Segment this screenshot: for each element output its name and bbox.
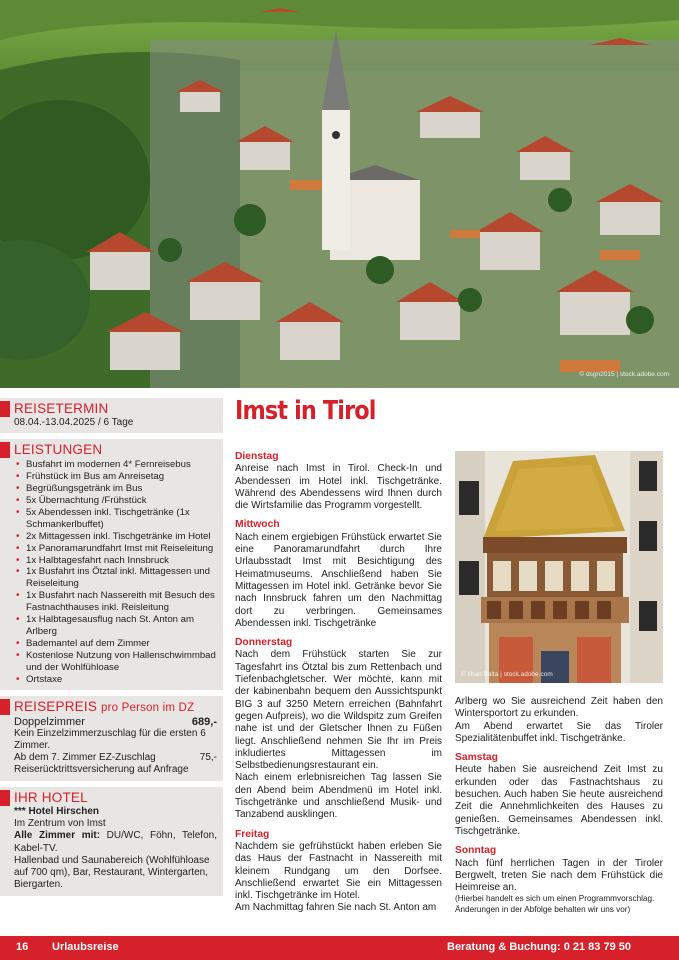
reisepreis-box xyxy=(0,696,223,781)
trip-info-sidebar xyxy=(0,398,223,902)
day-heading-mittwoch: Mittwoch xyxy=(235,519,280,531)
reisetermin-box xyxy=(0,398,223,433)
leistung-item: • Kostenlose Nutzung von Hallenschwimmbad und der Wohlfühloase xyxy=(14,650,217,674)
day-text-sonntag: Nach fünf herrlichen Tagen in der Tiroler Bergwelt, treten Sie nach dem Frühstück die Heimreise an. xyxy=(455,857,663,894)
dz-price: 689,- xyxy=(191,715,217,728)
hero-photo-credit: © dsgn2015 | stock.adobe.com xyxy=(579,371,669,378)
ez-price-row xyxy=(14,752,217,764)
dz-price-row xyxy=(14,716,217,728)
leistung-item: • 1x Halbtagesfahrt nach Innsbruck xyxy=(14,555,217,567)
day-heading-dienstag: Dienstag xyxy=(235,451,279,462)
leistung-item: • 5x Abendessen inkl. Tischgetränke (1x Schmankerlbuffet) xyxy=(14,507,217,531)
leistung-item: • 1x Busfahrt nach Nassereith mit Besuch des Fastnachthauses inkl. Reisleitung xyxy=(14,590,217,614)
golden-roof-illustration xyxy=(455,451,663,683)
leistung-item: • 1x Halbtagesausflug nach St. Anton am Arlberg xyxy=(14,614,217,638)
dz-label: Doppelzimmer xyxy=(14,715,85,728)
itinerary-column-left xyxy=(235,451,442,915)
leistung-item: • 2x Mittagessen inkl. Tischgetränke im Hotel xyxy=(14,531,217,543)
leistung-item: • Begrüßungsgetränk im Bus xyxy=(14,483,217,495)
reisepreis-heading-main: REISEPREIS xyxy=(14,698,98,714)
reisepreis-heading-sub: pro Person im DZ xyxy=(100,701,195,714)
hotel-location: Im Zentrum von Imst xyxy=(14,818,106,829)
footer-section: Urlaubsreise xyxy=(52,941,119,953)
leistung-item: • 5x Übernachtung /Frühstück xyxy=(14,495,217,507)
leistung-item: • 1x Busfahrt ins Ötztal inkl. Mittagessen und Reiseleitung xyxy=(14,566,217,590)
day-text-freitag-4: Am Abend erwartet Sie das Tiroler Spezialitätenbuffet inkl. Tischgetränke. xyxy=(455,720,663,744)
hotel-heading: IHR HOTEL xyxy=(14,789,88,805)
day-text-donnerstag-2: Nach einem erlebnisreichen Tag lassen Sie den Abend beim Abendmenü im Hotel inkl. Tischgetränke und anschließend Musik- und Tanzabend ausklingen. xyxy=(235,772,442,821)
reisetermin-heading: REISETERMIN xyxy=(14,401,109,416)
hero-photo-imst xyxy=(0,0,679,388)
day-heading-samstag: Samstag xyxy=(455,752,498,764)
day-text-donnerstag: Nach dem Frühstück starten Sie zur Tagesfahrt ins Ötztal bis zum Rettenbach und Tiefenbachgletscher. Wer möchte, kann mit der kabinenbahn bequem den Aussichtspunkt BIG 3 auf 3250 Metern erreichen (Bahnfahrt gegen Aufpreis), wo die Wildspitz zum Greifen nahe ist und der Gletscher Ihnen zu Füßen liegt. Anschließend nehmen Sie Ihr im Preis inkludiertes Mittagessen im Selbstbedienungsrestaurant ein. xyxy=(235,649,442,772)
hotel-facilities: Hallenbad und Saunabereich (Wohlfühloase auf 700 qm), Bar, Restaurant, Wintergarten, Biergarten. xyxy=(14,854,210,891)
day-text-mittwoch: Nach einem ergiebigen Frühstück erwartet Sie eine Panoramarundfahrt durch Ihre Urlaubsstadt Imst mit Besichtigung des Heimatmuseums. Anschließend haben Sie Mittagessen im Hotel inkl. Getränke bevor Sie nach Innsbruck fahren um den Nachmittag dort zu verbringen. Gemeinsames Abendessen inkl. Tischgetränke xyxy=(235,531,442,629)
leistungen-box xyxy=(0,439,223,689)
photo2-credit: © Ilhan Balta | stock.adobe.com xyxy=(461,671,553,678)
leistung-item: • Frühstück im Bus am Anreisetag xyxy=(14,471,217,483)
page-number: 16 xyxy=(16,941,29,953)
program-disclaimer: (Hierbei handelt es sich um einen Programmvorschlag. Änderungen in der Abfolge behalten wir uns vor) xyxy=(455,894,655,914)
itinerary-column-right xyxy=(455,696,663,915)
reisetermin-dates: 08.04.-13.04.2025 / 6 Tage xyxy=(14,417,134,428)
leistung-item: • Bademantel auf dem Zimmer xyxy=(14,638,217,650)
reisepreis-heading xyxy=(14,699,217,716)
hotel-box xyxy=(0,787,223,896)
day-heading-freitag: Freitag xyxy=(235,828,270,840)
leistung-item: • Ortstaxe xyxy=(14,674,217,686)
leistungen-list xyxy=(14,459,217,685)
day-heading-sonntag: Sonntag xyxy=(455,845,497,857)
leistung-item: • 1x Panoramarundfahrt Imst mit Reiseleitung xyxy=(14,543,217,555)
leistung-item: • Busfahrt im modernen 4* Fernreisebus xyxy=(14,459,217,471)
day-heading-donnerstag: Donnerstag xyxy=(235,637,293,649)
day-text-freitag-2: Am Nachmittag fahren Sie nach St. Anton am xyxy=(235,902,437,914)
ez-note: Kein Einzelzimmerzuschlag für die ersten 6 Zimmer. xyxy=(14,727,206,751)
footer-contact: Beratung & Buchung: 0 21 83 79 50 xyxy=(447,941,631,953)
day-text-samstag: Heute haben Sie ausreichend Zeit Imst zu erkunden oder das Fastnachtshaus zu besuchen. Auch haben Sie heute ausreichend Zeit die Annehmlichkeiten des Hauses zu genießen. Gemeinsames Abendessen inkl. Tischgetränke. xyxy=(455,764,663,837)
hotel-rooms-label: Alle Zimmer mit: xyxy=(14,830,101,842)
day-text-freitag-3: Arlberg wo Sie ausreichend Zeit haben den Wintersportort zu erkunden. xyxy=(455,696,663,720)
hotel-rooms-text: DU/WC, Föhn, Telefon, Kabel-TV. xyxy=(14,830,217,854)
hero-photo-illustration xyxy=(0,0,679,388)
page-title: Imst in Tirol xyxy=(235,396,376,426)
insurance-note: Reiserücktrittsversicherung auf Anfrage xyxy=(14,764,189,776)
leistungen-heading: LEISTUNGEN xyxy=(14,442,103,458)
golden-roof-photo xyxy=(455,451,663,683)
day-text-dienstag: Anreise nach Imst in Tirol. Check-In und Abendessen im Hotel inkl. Tischgetränke. Während des Abendessens wird Ihnen durch die Wirtsfamilie das Programm vorgestellt. xyxy=(235,463,442,512)
ez-price: 75,- xyxy=(199,752,217,764)
ez-label: Ab dem 7. Zimmer EZ-Zuschlag xyxy=(14,752,156,764)
day-text-freitag: Nachdem sie gefrühstückt haben erleben Sie das Haus der Fastnacht in Nassereith mit kleinem Rundgang um den Dorfsee. Anschließend erwartet Sie ein Mittagessen inkl. Tischgetränke im Hotel. xyxy=(235,840,442,902)
hotel-name: *** Hotel Hirschen xyxy=(14,805,100,817)
hotel-rooms xyxy=(14,830,217,855)
page-footer xyxy=(0,936,679,960)
